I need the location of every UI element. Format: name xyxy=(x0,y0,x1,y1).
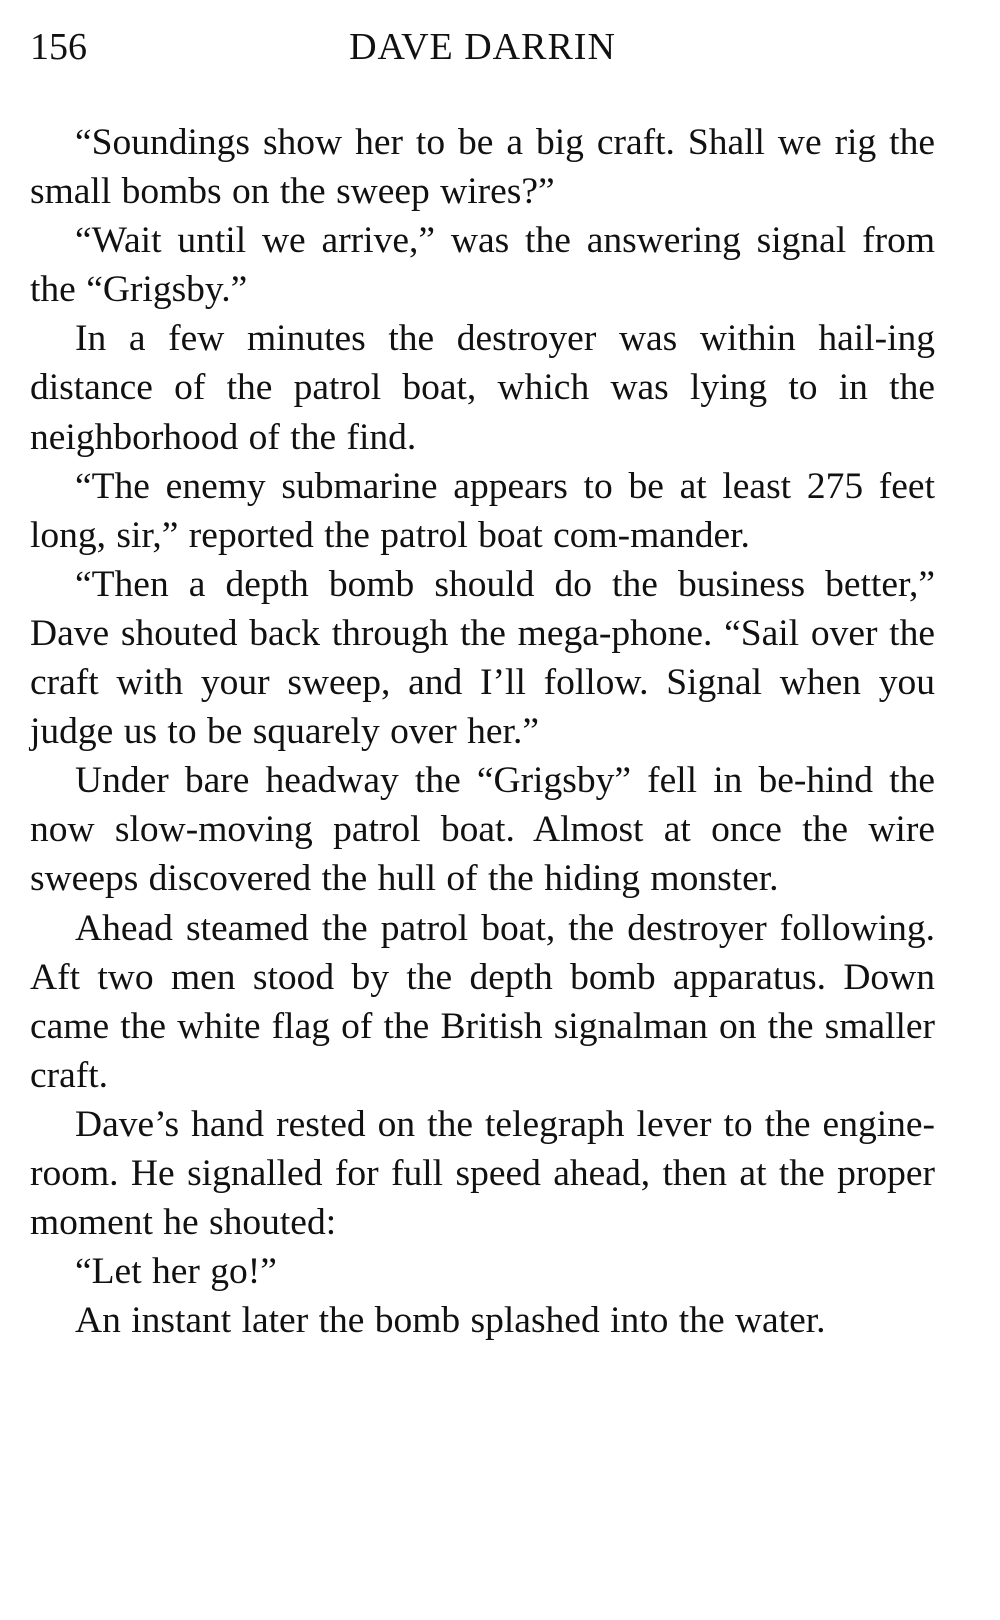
paragraph: An instant later the bomb splashed into the water. xyxy=(75,1300,826,1342)
paragraph: “Then a depth bomb should do the business better,” Dave shouted back through the mega-phone. “Sail over the craft with your sweep, and I’ll follow. Signal when you judge us to be squarely over her.” xyxy=(30,563,935,753)
page-header xyxy=(30,22,935,72)
paragraph: Ahead steamed the patrol boat, the destroyer following. Aft two men stood by the depth bomb apparatus. Down came the white flag of the British signalman on the smaller craft. xyxy=(30,907,935,1096)
paragraph: “The enemy submarine appears to be at least 275 feet long, sir,” reported the patrol boat com-mander. xyxy=(30,465,935,556)
paragraph: “Let her go!” xyxy=(75,1251,277,1293)
paragraph: “Soundings show her to be a big craft. Shall we rig the small bombs on the sweep wires?” xyxy=(30,122,935,213)
paragraph: In a few minutes the destroyer was within hail-ing distance of the patrol boat, which was lying to in the neighborhood of the find. xyxy=(30,318,935,458)
page-number: 156 xyxy=(30,26,87,68)
running-title: DAVE DARRIN xyxy=(349,26,616,68)
paragraph: Under bare headway the “Grigsby” fell in be-hind the now slow-moving patrol boat. Almost at once the wire sweeps discovered the hull of the hiding monster. xyxy=(30,760,935,900)
paragraph: Dave’s hand rested on the telegraph lever to the engine-room. He signalled for full speed ahead, then at the proper moment he shouted: xyxy=(30,1103,935,1244)
paragraph: “Wait until we arrive,” was the answering signal from the “Grigsby.” xyxy=(30,220,935,311)
body-text xyxy=(30,118,935,1345)
